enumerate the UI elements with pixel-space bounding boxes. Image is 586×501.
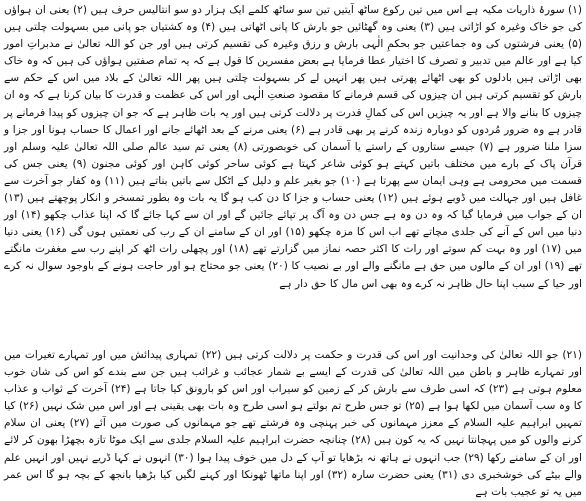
urdu-text-page xyxy=(4,2,583,498)
commentary-paragraph-2: (۲۱) جو اللہ تعالیٰ کی وحدانیت اور اس کی قدرت و حکمت پر دلالت کرتی ہیں (۲۲) تمہاری پیدائش میں اور تمہارے تغیرات میں اور تمہارے ظاہر و باطن میں اللہ تعالیٰ کی قدرت کے ایسے بے شمار عجائب و غرائب ہیں جن سے بندے کو اس کی شان خوب معلوم ہوتی ہے (۲۳) کہ اسی طرف سے بارش کر کے زمین کو سیراب اور اس کو بارونق کیا جاتا ہے (۲۴) آخرت کے ثواب و عذاب کا وہ سب آسمان میں لکھا ہوا ہے (۲۵) تو جس طرح تم بولتے ہو اسی طرح وہ بات بھی یقینی ہے اور اس میں شک نہیں (۲۶) کیا تمہیں ابراہیم علیہ السلام کے معزز مہمانوں کی خبر پہنچی وہ فرشتے تھے جو مہمانوں کی صورت میں آئے (۲۷) یعنی ان سلام کرنے والوں کو میں پہچانتا نہیں کہ یہ کون ہیں (۲۸) چنانچہ حضرت ابراہیم علیہ السلام جلدی سے ایک موٹا تازہ بچھڑا بھون کر لائے اور ان کے سامنے رکھا (۲۹) جب انہوں نے ہاتھ نہ بڑھایا تو آپ کے دل میں خوف پیدا ہوا (۳۰) انہوں نے کہا ڈریے نہیں اور انہیں علم والے بیٹے کی خوشخبری دی (۳۱) یعنی حضرت سارہ (۳۲) اور اپنا ماتھا ٹھونکا اور کہنے لگیں کیا بڑھیا بانجھ کے بچہ ہو گا اس عمر میں یہ تو عجیب بات ہے xyxy=(4,349,583,498)
commentary-paragraph-1: (۱) سورۂ ذاریات مکیہ ہے اس میں تین رکوع ساٹھ آیتیں تین سو ساٹھ کلمے ایک ہزار دو سو انتالیس حرف ہیں (۲) یعنی ان ہواؤں کی جو خاک وغیرہ کو اڑاتی ہیں (۳) یعنی وہ گھٹائیں جو بارش کا پانی اٹھاتی ہیں (۴) وہ کشتیاں جو پانی میں بسہولت چلتی ہیں (۵) یعنی فرشتوں کی وہ جماعتیں جو بحکمِ الٰہی بارش و رزق وغیرہ کی تقسیم کرتی ہیں اور جن کو اللہ تعالیٰ نے مدبراتِ امور کیا ہے اور عالم میں تدبیر و تصرف کا اختیار عطا فرمایا ہے بعض مفسرین کا قول ہے کہ یہ تمام صفتیں ہواؤں کی ہیں کہ وہ خاک بھی اڑاتی ہیں بادلوں کو بھی اٹھائے پھرتی ہیں پھر انہیں لے کر بسہولت چلتی ہیں پھر اللہ تعالیٰ کے بلاد میں اس کے حکم سے بارش کو تقسیم کرتی ہیں ان چیزوں کی قسم فرمانے کا مقصود صنعتِ الٰہی اور اس کی عظمت و قدرت کا بیان کرنا ہے کہ وہ ان چیزوں کا بنانے والا ہے اور یہ چیزیں اس کی کمالِ قدرت پر دلالت کرتی ہیں اور یہ بات ظاہر ہے کہ جو ان چیزوں کو پیدا فرمانے پر قادر ہے وہ ضرور مُردوں کو دوبارہ زندہ کرنے پر بھی قادر ہے (۶) یعنی مرنے کے بعد اٹھائے جانے اور اعمال کا حساب ہونا اور جزا و سزا ملنا ضرور ہے (۷) جیسے ستاروں کے راستے یا آسمان کی خوبصورتی (۸) یعنی تم سید عالم صلی اللہ تعالیٰ علیہ وسلم اور قرآن پاک کے بارے میں مختلف باتیں کہتے ہو کوئی شاعر کہتا ہے کوئی ساحر کوئی کاہن اور کوئی مجنون (۹) یعنی جس کی قسمت میں محرومی ہے وہی ایمان سے پھرتا ہے (۱۰) جو بغیر علم و دلیل کے اٹکل سے باتیں بناتے ہیں (۱۱) وہ کفار جو آخرت سے غافل ہیں اور جہالت میں ڈوبے ہوئے ہیں (۱۲) یعنی حساب و جزا کا دن کب ہو گا یہ بات وہ بطور تمسخر و انکار پوچھتے ہیں (۱۳) ان کے جواب میں فرمایا گیا کہ وہ دن وہ ہے جس دن وہ آگ پر تپائے جائیں گے اور ان سے کہا جائے گا کہ اپنا عذاب چکھو (۱۴) اور دنیا میں اس کے آنے کی جلدی مچاتے تھے اب اس کا مزہ چکھو (۱۵) اور ان کے سامنے ان کے رب کی نعمتیں ہوں گی (۱۶) یعنی دنیا میں (۱۷) اور وہ بہت کم سوتے اور رات کا اکثر حصہ نماز میں گزارتے تھے (۱۸) اور پچھلی رات اٹھ کر اپنے رب سے مغفرت مانگتے تھے (۱۹) اور ان کے مالوں میں حق ہے مانگنے والے اور بے نصیب کا (۲۰) یعنی جو محتاج ہو اور حاجت ہونے کے باوجود سوال نہ کرے اور حیا کے سبب اپنا حال ظاہر نہ کرے وہ بھی اس مال کا حق دار ہے xyxy=(4,4,583,290)
